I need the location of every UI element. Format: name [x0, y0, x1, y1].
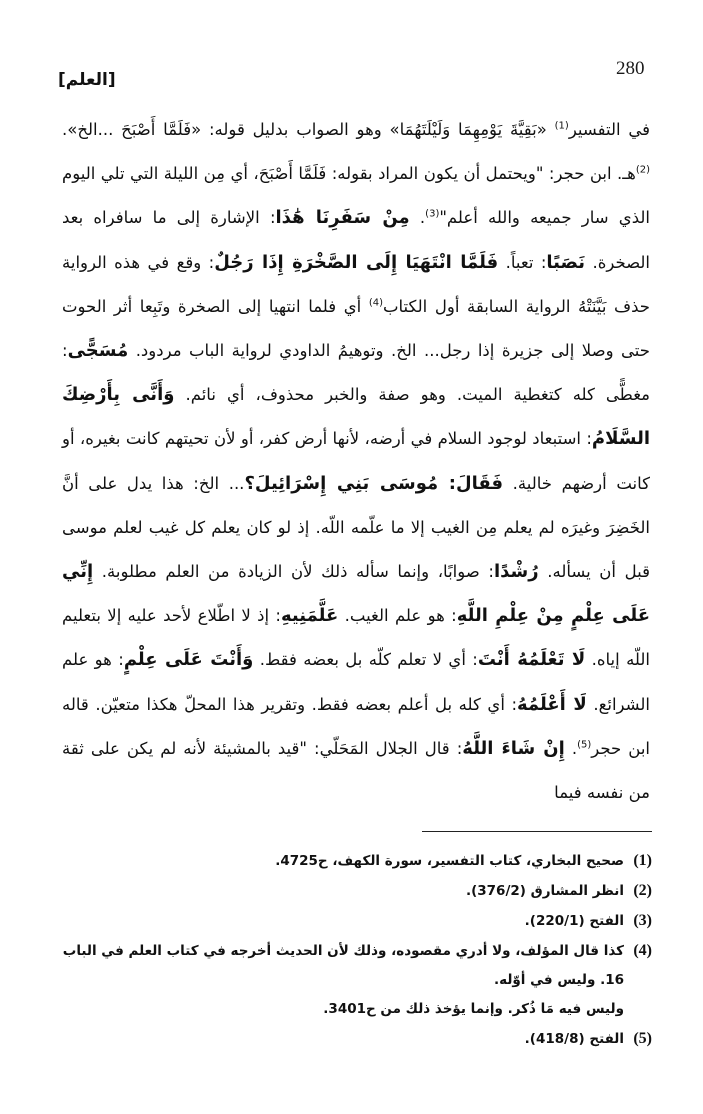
- footnote-item: [60, 846, 652, 876]
- footnote-number: (5): [633, 1030, 652, 1047]
- quran-quote: لَا تَعْلَمُهُ أَنْتَ: [477, 649, 586, 671]
- quran-quote: إِنْ شَاءَ اللَّهُ: [462, 737, 565, 759]
- text-segment: .: [409, 208, 426, 228]
- footnote-ref-1: (1): [554, 120, 569, 132]
- footnote-ref-5: (5): [577, 739, 592, 751]
- footnote-text: انظر المشارق (376/2).: [465, 883, 624, 899]
- quran-quote: رُشْدًا: [493, 561, 539, 583]
- footnote-ref-2: (2): [635, 164, 650, 176]
- text-segment: في التفسير: [568, 120, 651, 139]
- footnote-number: (4): [633, 942, 652, 959]
- footnote-text: الفتح (220/1).: [524, 913, 624, 929]
- text-segment: «بَقِيَّةَ يَوْمِهِمَا وَلَيْلَتَهُمَا» وهو الصواب بدليل قوله: «فَلَمَّا أَصْبَحَ ...الخ».: [62, 120, 555, 139]
- text-segment: : هو علم الغيب.: [338, 606, 457, 626]
- running-header: [العلم]: [58, 70, 116, 90]
- footnote-number: (1): [633, 852, 652, 869]
- footnote-item: [60, 876, 652, 906]
- footnote-ref-4: (4): [368, 297, 383, 309]
- footnote-continuation: وليس فيه مَا ذُكر. وإنما يؤخذ ذلك من ح3401.: [323, 1001, 624, 1017]
- footnote-text: صحيح البخاري، كتاب التفسير، سورة الكهف، ح4725.: [275, 853, 624, 869]
- footnote-text: الفتح (418/8).: [524, 1031, 624, 1047]
- text-segment: هـ. ابن حجر: "ويحتمل أن يكون المراد بقوله: فَلَمَّا أَصْبَحَ، أي مِن الليلة التي تلي اليوم الذي سار جميعه والله أعلم": [62, 164, 650, 228]
- text-segment: أي فلما انتهيا إلى الصخرة وتَبِعا أثر الحوت حتى وصلا إلى جزيرة إذا رجل... الخ. وتوهيمُ الداودي لرواية الباب مردود.: [62, 296, 650, 361]
- text-segment: : استبعاد لوجود السلام في أرضه، لأنها أرض كفر، أو لأن تحيتهم كانت بغيره، أو كانت أرضهم خالية.: [62, 429, 650, 493]
- quran-quote: مِنْ سَفَرِنَا هَٰذَا: [275, 207, 410, 229]
- text-segment: : أي كله بل أعلم بعضه فقط. وتقرير هذا المحلّ هكذا متعيّن. قاله ابن حجر: [62, 694, 650, 758]
- footnote-number: (2): [633, 882, 652, 899]
- quran-quote: مُسَجًّى: [67, 340, 129, 362]
- commentary-paragraph: [62, 108, 650, 815]
- quran-quote: لَا أَعْلَمُهُ: [517, 693, 587, 715]
- text-segment: : أي لا تعلم كلّه بل بعضه فقط.: [253, 650, 478, 670]
- footnote-text: كذا قال المؤلف، ولا أدري مقصوده، وذلك لأن الحديث أخرجه في كتاب العلم في الباب 16. وليس في أوّله.: [62, 943, 624, 988]
- body-text: [62, 108, 650, 815]
- quran-quote: فَقَالَ: مُوسَى بَنِي إِسْرَائِيلَ؟: [244, 472, 504, 494]
- footnote-item: [60, 906, 652, 936]
- text-segment: : تعباً.: [498, 252, 547, 272]
- footnote-item: [60, 1024, 652, 1054]
- quran-quote: فَلَمَّا انْتَهَيَا إِلَى الصَّخْرَةِ إِذَا رَجُلٌ: [214, 251, 499, 273]
- quran-quote: وَأَنْتَ عَلَى عِلْمٍ: [123, 649, 254, 671]
- footnote-number: (3): [633, 912, 652, 929]
- footnote-ref-3: (3): [425, 208, 440, 220]
- quran-quote: إِنِّي عَلَى عِلْمٍ مِنْ عِلْمِ اللَّهِ: [62, 561, 650, 627]
- text-segment: : قال الجلال المَحَلّي: "قيد بالمشيئة لأنه لم يكن على ثقة من نفسه فيما: [62, 738, 650, 803]
- text-segment: : مغطًّى كله كتغطية الميت. وهو صفة والخبر محذوف، أي نائم.: [62, 341, 651, 405]
- page-number: 280: [616, 58, 645, 79]
- text-segment: : الإشارة إلى ما سافراه بعد الصخرة.: [62, 208, 651, 272]
- footnote-item: [60, 936, 652, 995]
- quran-quote: وَأَنَّى بِأَرْضِكَ السَّلَامُ: [62, 384, 650, 450]
- text-segment: ... الخ: هذا يدل على أنَّ الخَضِرَ وغيرَه لم يعلم مِن الغيب إلا ما علّمه اللّه. إذ لو كان يعلم كل غيب لعلم موسى قبل أن يسأله.: [62, 473, 650, 582]
- text-segment: .: [564, 738, 578, 758]
- text-segment: : صوابًا، وإنما سأله ذلك لأن الزيادة من العلم مطلوبة.: [93, 562, 494, 582]
- footnote-divider: [422, 831, 652, 832]
- quran-quote: عَلَّمَنِيهِ: [280, 605, 339, 627]
- text-segment: : وقع في هذه الرواية حذف بَيَّنَتْهُ الرواية السابقة أول الكتاب: [62, 252, 651, 316]
- text-segment: : هو علم الشرائع.: [62, 650, 650, 714]
- footnotes: [60, 846, 652, 1054]
- text-segment: : إذ لا اطّلاع لأحد عليه إلا بتعليم اللّه إياه.: [62, 606, 650, 670]
- quran-quote: نَصَبًا: [546, 251, 586, 273]
